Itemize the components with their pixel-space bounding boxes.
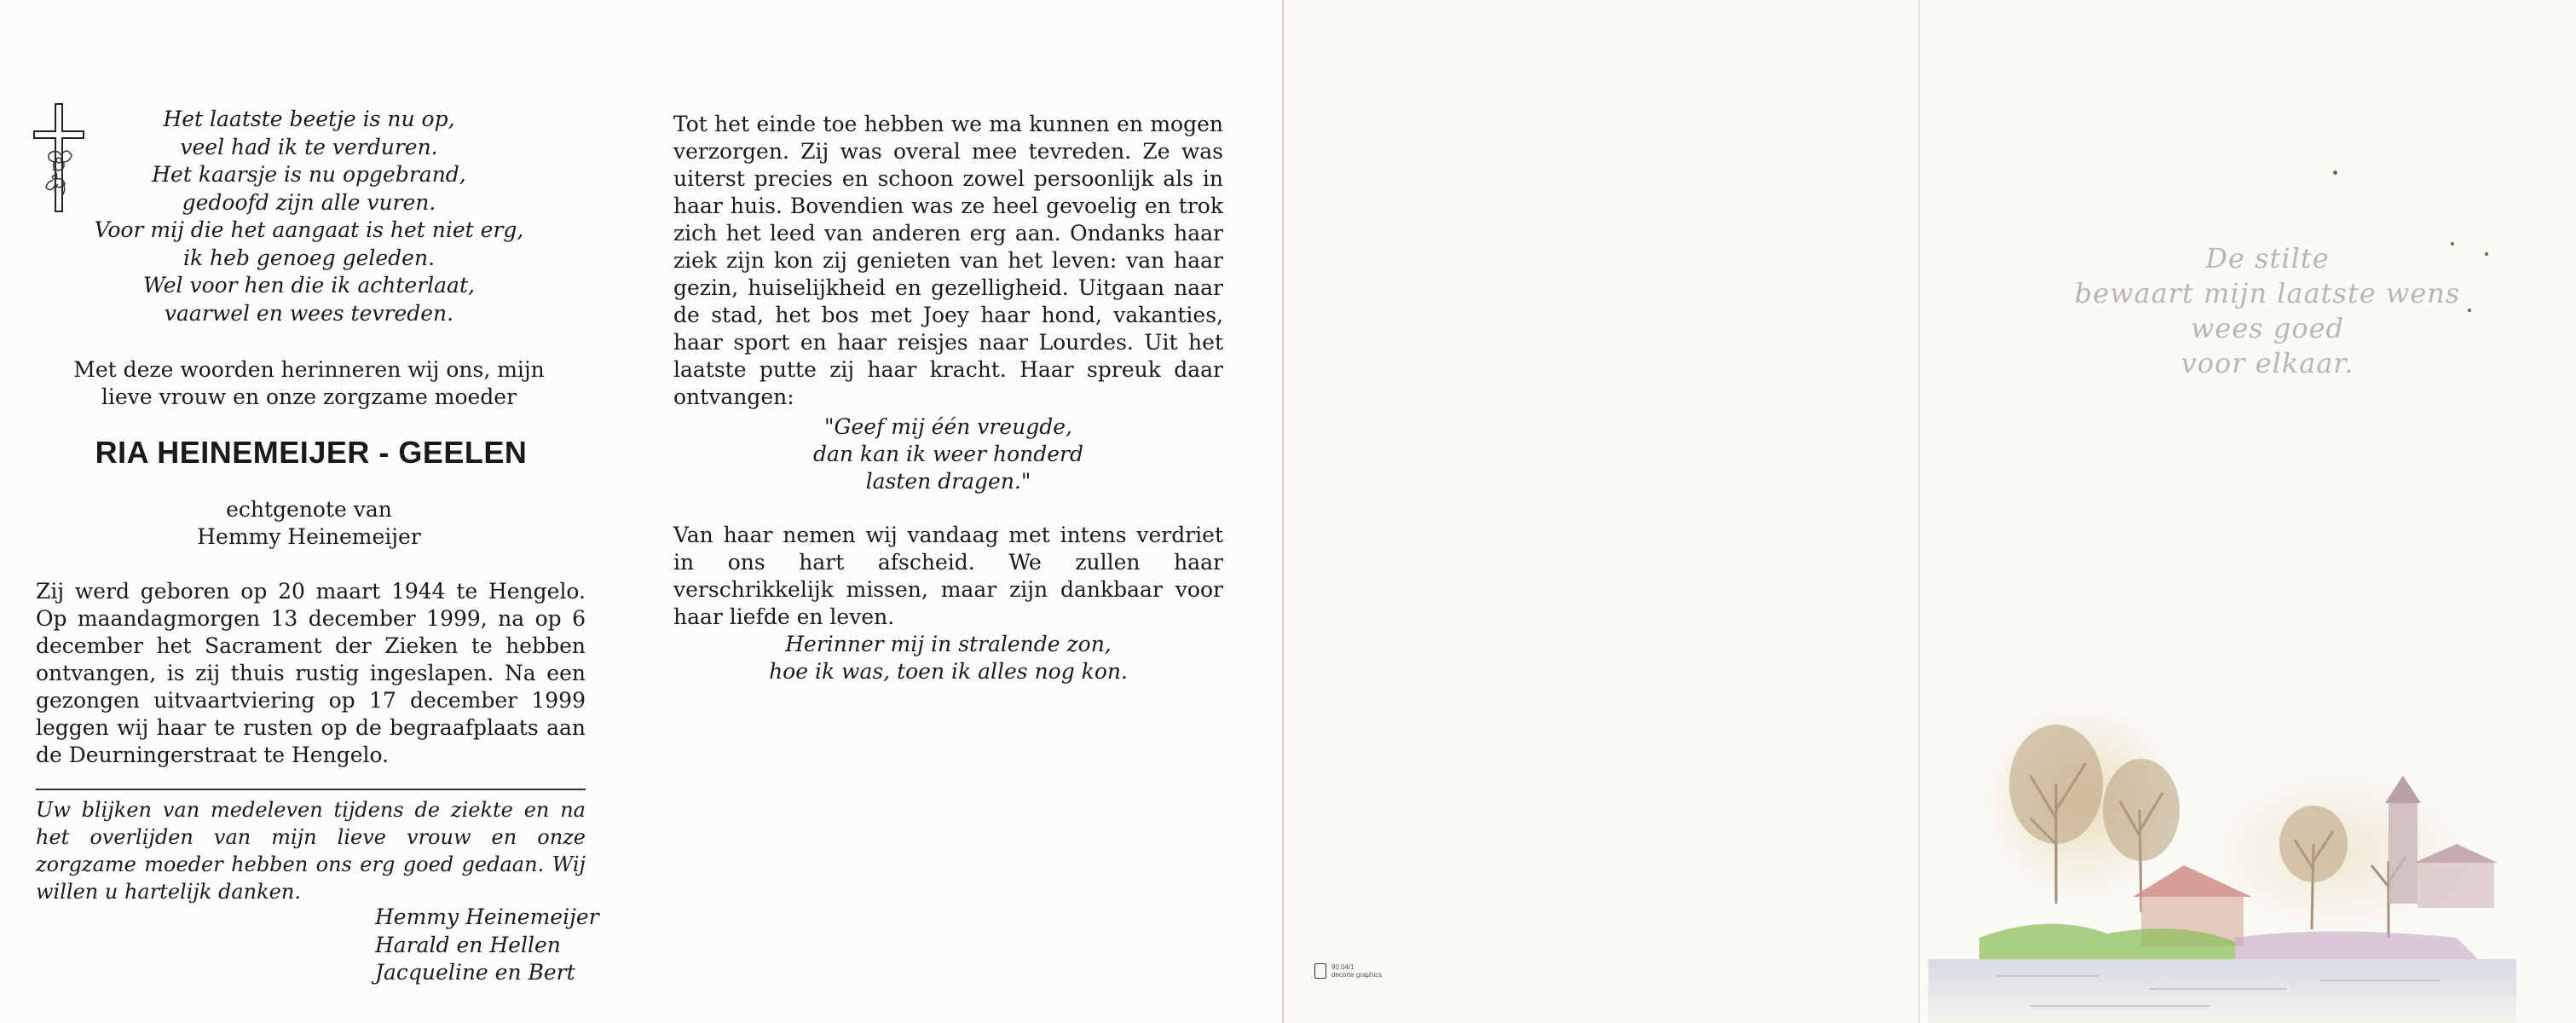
closing-line: Herinner mij in stralende zon, (785, 632, 1112, 656)
thanks-text: Uw blijken van medeleven tijdens de ziekte en na het overlijden van mijn lieve vrouw en onze zorgzame moeder hebben ons erg goed gedaan. Wij willen u hartelijk danken. (36, 798, 586, 904)
printer-mark (1314, 963, 1382, 979)
biography: Zij werd geboren op 20 maart 1944 te Hengelo. Op maandagmorgen 13 december 1999, na op 6 december het Sacrament der Zieken te hebben ontvangen, is zij thuis rustig ingeslapen. Na een gezongen uitvaartviering op 17 december 1999 leggen wij haar te rusten op de begraafplaats aan de Deurningerstraat te Hengelo. (36, 579, 586, 767)
poem-line: Wel voor hen die ik achterlaat, (143, 273, 475, 298)
farewell-text: Van haar nemen wij vandaag met intens verdriet in ons hart afscheid. We zullen haar verschrikkelijk missen, maar zijn dankbaar voor haar liefde en leven. (673, 523, 1223, 629)
quote (673, 413, 1223, 495)
spouse-name: Hemmy Heinemeijer (197, 524, 421, 549)
printer-code: 90.04/1 (1331, 963, 1354, 971)
closing-line: hoe ik was, toen ik alles nog kon. (769, 659, 1128, 684)
cross-with-flowers-icon (32, 102, 85, 213)
life-story: Tot het einde toe hebben we ma kunnen en mogen verzorgen. Zij was overal mee tevreden. Ze was uiterst precies en schoon zowel persoonlijk als in haar huis. Bovendien was ze heel gevoelig en trok zich het leed van anderen erg aan. Ondanks haar ziek zijn kon zij genieten van het leven: van haar gezin, huiselijkheid en gezelligheid. Uitgaan naar de stad, het bos met Joey haar hond, vakanties, haar sport en haar reisjes naar Lourdes. Uit het laatste putte zij haar kracht. Haar spreuk daar ontvangen: (673, 112, 1223, 409)
gold-speck (2485, 252, 2488, 256)
deceased-name: RIA HEINEMEIJER - GEELEN (95, 435, 528, 470)
quote-line: "Geef mij één vreugde, (823, 414, 1072, 439)
poem-line: ik heb genoeg geleden. (182, 245, 436, 270)
verse-line: voor elkaar. (2180, 347, 2354, 379)
verse-line: wees goed (2190, 312, 2345, 344)
spouse-block (51, 496, 567, 551)
signer: Hemmy Heinemeijer (375, 905, 599, 929)
quote-line: dan kan ik weer honderd (812, 442, 1084, 466)
signer: Harald en Hellen (375, 932, 561, 957)
gold-speck (2451, 242, 2454, 246)
card-edge (1282, 0, 1284, 1023)
back-cover (1285, 0, 1918, 1023)
poem-line: gedoofd zijn alle vuren. (182, 189, 436, 215)
watercolor-landscape (1928, 682, 2516, 1023)
printer-brand: decorte graphics (1331, 971, 1383, 979)
divider (36, 789, 586, 790)
gold-speck (2333, 170, 2337, 175)
cover-verse (2037, 241, 2498, 381)
poem-line: Het laatste beetje is nu op, (163, 107, 455, 131)
verse-line: De stilte (2205, 242, 2330, 275)
spouse-label: echtgenote van (226, 497, 392, 522)
closing-verse (673, 631, 1223, 685)
verse-line: bewaart mijn laatste wens (2074, 277, 2461, 309)
signers (375, 904, 599, 987)
poem-line: Voor mij die het aangaat is het niet erg, (94, 217, 524, 242)
poem-line: vaarwel en wees tevreden. (164, 300, 454, 326)
poem-line: veel had ik te verduren. (180, 134, 438, 159)
poem (94, 106, 524, 327)
printer-logo-icon (1314, 963, 1326, 979)
poem-line: Het kaarsje is nu opgebrand, (152, 162, 466, 187)
gold-speck (2468, 309, 2471, 312)
intro-text: Met deze woorden herinneren wij ons, mijn lieve vrouw en onze zorgzame moeder (73, 357, 545, 409)
signer: Jacqueline en Bert (375, 960, 575, 985)
quote-line: lasten dragen." (865, 469, 1031, 494)
